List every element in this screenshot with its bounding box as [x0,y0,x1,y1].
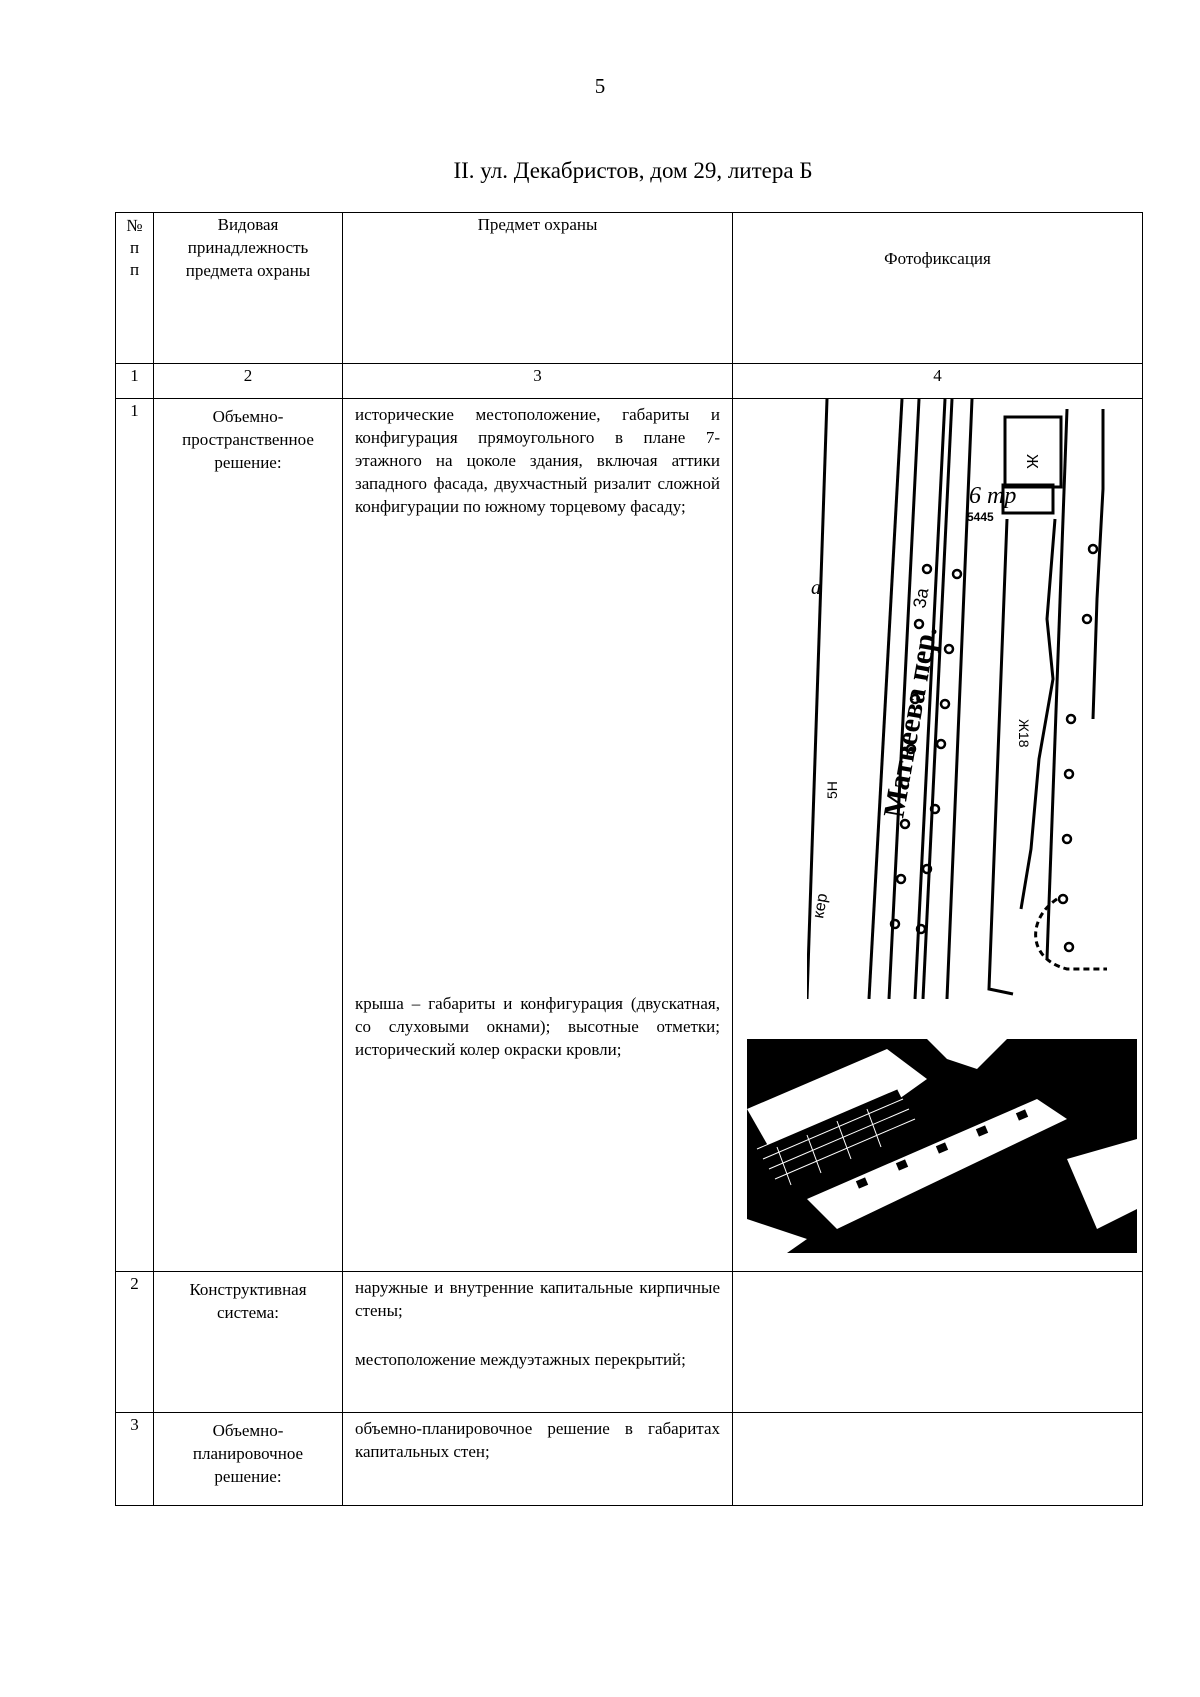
table-row [116,1413,1143,1506]
header-num: № п п [116,213,154,364]
row-subject [343,1272,733,1413]
header-type: Видовая принадлежность предмета охраны [154,213,343,364]
subject-text-roof: крыша – габариты и конфигурация (двускатная, со слуховыми окнами); высотные отметки; исторический колер окраски кровли; [355,994,720,1059]
map-house-label: 3а [909,586,933,610]
table-row [116,1272,1143,1413]
row-subject: объемно-планировочное решение в габаритах капитальных стен; [343,1413,733,1506]
aerial-roof-photo [747,1039,1137,1253]
subject-text-volume: исторические местоположение, габариты и конфигурация прямоугольного в плане 7-этажного на цоколе здания, включая аттики западного фасада, двухчастный ризалит сложной конфигурации по южному торцевому фасаду; [355,405,720,516]
row-type: Конструктивная система: [154,1272,343,1413]
row-subject [343,399,733,1272]
map-floors-label: Ж18 [1016,719,1032,748]
row-number: 3 [116,1413,154,1506]
col-number-4: 4 [733,364,1143,399]
col-number-3: 3 [343,364,733,399]
header-photo: Фотофиксация [733,213,1143,364]
row-photos [733,1413,1143,1506]
map-left-5n-label: 5Н [824,781,840,799]
map-top-label: Ж [1023,454,1040,469]
row-photos [733,399,1143,1272]
map-street-label: Матвеева пер. [877,623,944,821]
map-code-label: 5445 [967,510,994,524]
map-left-ker-label: кер [810,892,832,920]
subject-text-floors: местоположение междуэтажных перекрытий; [355,1350,686,1369]
cadastral-map-image [807,399,1107,999]
row-number: 2 [116,1272,154,1413]
table-row [116,399,1143,1272]
row-type: Объемно-пространственное решение: [154,399,343,1272]
map-block-label: 6 тр [969,483,1017,509]
col-number-1: 1 [116,364,154,399]
protection-table [115,212,1143,1506]
row-type: Объемно-планировочное решение: [154,1413,343,1506]
page-number: 5 [594,74,606,98]
col-number-2: 2 [154,364,343,399]
page-title: II. ул. Декабристов, дом 29, литера Б [453,158,813,183]
map-left-a-label: а [811,577,821,599]
header-subject: Предмет охраны [343,213,733,364]
header-row [116,213,1143,364]
subject-text-walls: наружные и внутренние капитальные кирпичные стены; [355,1278,720,1320]
row-photos [733,1272,1143,1413]
row-number: 1 [116,399,154,1272]
column-number-row [116,364,1143,399]
